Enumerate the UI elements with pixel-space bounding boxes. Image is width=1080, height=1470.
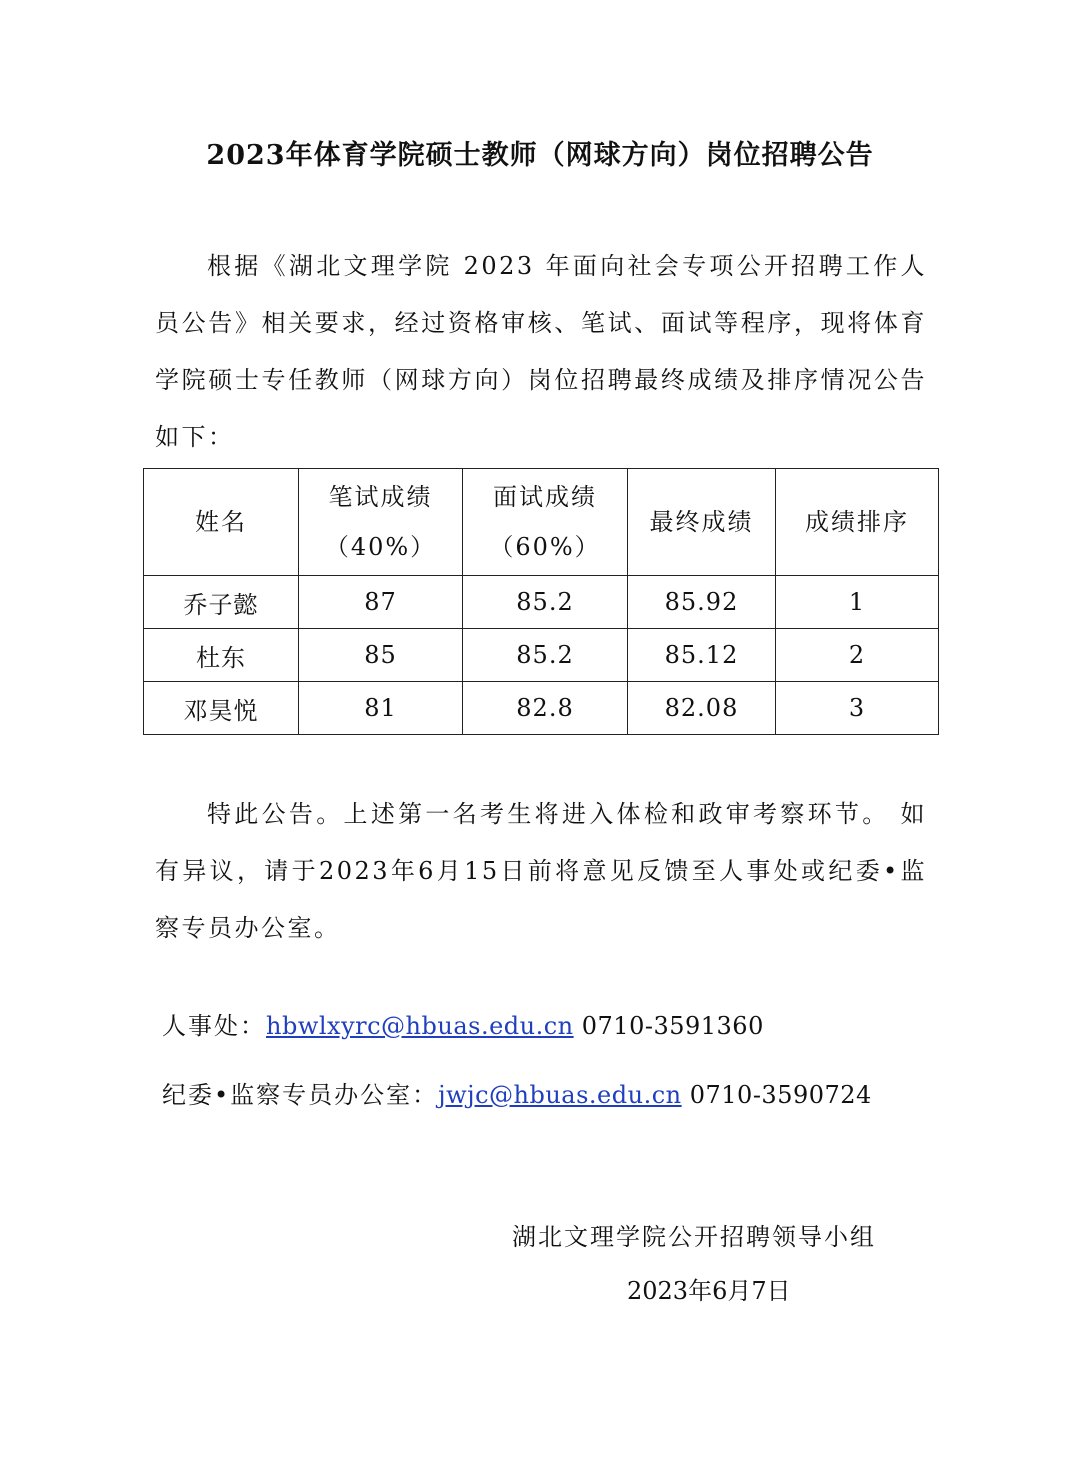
intro-paragraph: 根据《湖北文理学院 2023 年面向社会专项公开招聘工作人员公告》相关要求，经过资格审核、笔试、面试等程序，现将体育学院硕士专任教师（网球方向）岗位招聘最终成绩及排序情况公告如下：	[155, 252, 927, 451]
cell-interview: 85.2	[463, 629, 628, 682]
cell-rank: 3	[776, 682, 939, 735]
contact-discipline-email-link[interactable]: jwjc@hbuas.edu.cn	[438, 1081, 682, 1109]
signature-org: 湖北文理学院公开招聘领导小组	[512, 1223, 876, 1251]
cell-final: 82.08	[628, 682, 776, 735]
header-rank	[776, 469, 939, 576]
header-name-label: 姓名	[195, 508, 247, 536]
header-name	[144, 469, 299, 576]
cell-interview: 82.8	[463, 682, 628, 735]
contact-discipline-label: 纪委•监察专员办公室：	[162, 1081, 439, 1109]
table-row	[144, 682, 939, 735]
table-header-row	[144, 469, 939, 576]
contact-hr-phone: 0710-3591360	[573, 1012, 764, 1040]
table-row	[144, 576, 939, 629]
header-final	[628, 469, 776, 576]
cell-written: 81	[299, 682, 463, 735]
header-interview-weight: （60%）	[489, 533, 601, 561]
cell-name: 杜东	[144, 629, 299, 682]
table-header	[144, 469, 939, 576]
contact-discipline	[162, 1075, 872, 1115]
cell-rank: 2	[776, 629, 939, 682]
header-interview	[463, 469, 628, 576]
header-written	[299, 469, 463, 576]
table-body	[144, 576, 939, 735]
cell-final: 85.12	[628, 629, 776, 682]
cell-written: 85	[299, 629, 463, 682]
contact-hr-label: 人事处：	[162, 1012, 266, 1040]
score-table	[143, 468, 939, 735]
header-interview-label: 面试成绩	[493, 483, 597, 511]
contact-discipline-phone: 0710-3590724	[681, 1081, 872, 1109]
signature-date: 2023年6月7日	[627, 1277, 791, 1305]
contact-hr-email-link[interactable]: hbwlxyrc@hbuas.edu.cn	[266, 1012, 574, 1040]
cell-final: 85.92	[628, 576, 776, 629]
header-written-weight: （40%）	[324, 533, 437, 561]
header-written-label: 笔试成绩	[328, 483, 433, 511]
notice-paragraph: 特此公告。上述第一名考生将进入体检和政审考察环节。 如有异议，请于2023年6月15日前将意见反馈至人事处或纪委•监察专员办公室。	[155, 800, 927, 942]
cell-name: 邓昊悦	[144, 682, 299, 735]
table-row	[144, 629, 939, 682]
header-rank-label: 成绩排序	[805, 508, 909, 536]
contact-hr	[162, 1006, 764, 1046]
cell-written: 87	[299, 576, 463, 629]
header-final-label: 最终成绩	[649, 508, 754, 536]
cell-name: 乔子懿	[144, 576, 299, 629]
cell-rank: 1	[776, 576, 939, 629]
document-title: 2023年体育学院硕士教师（网球方向）岗位招聘公告	[206, 140, 874, 171]
cell-interview: 85.2	[463, 576, 628, 629]
